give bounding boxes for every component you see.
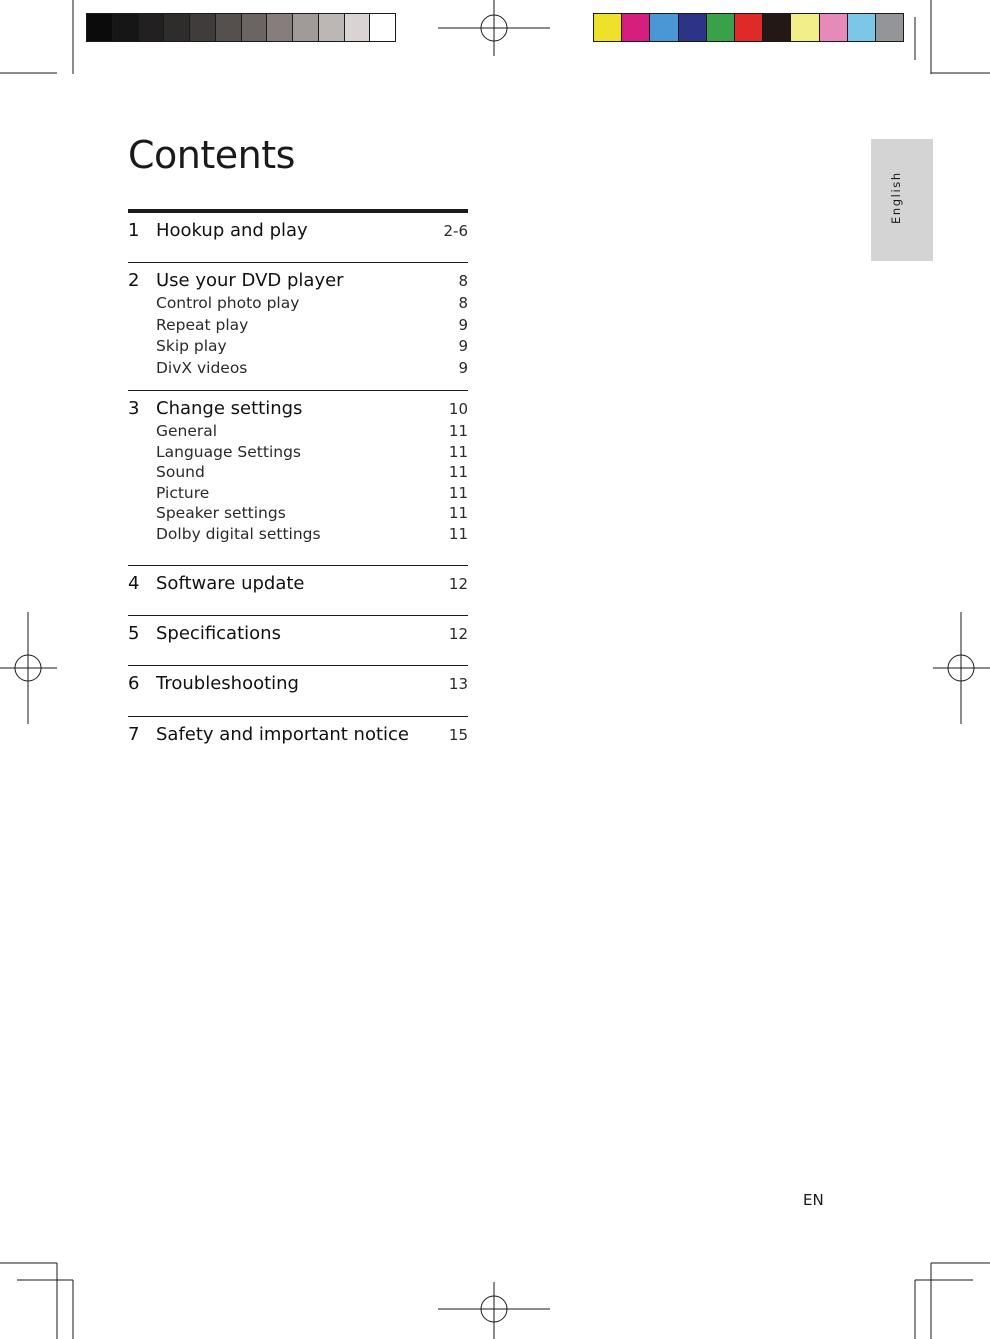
calibration-swatch [820, 14, 848, 41]
calibration-swatch [113, 14, 139, 41]
toc-chapter-row [128, 573, 468, 597]
toc-subitem-row [128, 504, 468, 525]
calibration-swatch [876, 14, 903, 41]
footer-language-code: EN [803, 1191, 824, 1209]
registration-target-left [0, 612, 57, 724]
calibration-swatch [622, 14, 650, 41]
page-number: 11 [448, 463, 468, 481]
subitem-title: Speaker settings [156, 504, 286, 522]
toc-section [128, 213, 468, 263]
page-title: Contents [128, 133, 295, 177]
chapter-number: 5 [128, 623, 140, 644]
calibration-swatch [319, 14, 345, 41]
toc-chapter-row [128, 724, 468, 748]
chapter-title: Safety and important notice [156, 724, 409, 745]
registration-target-top [438, 0, 550, 56]
toc-section [128, 566, 468, 616]
subitem-title: Dolby digital settings [156, 524, 321, 543]
calibration-swatch [735, 14, 763, 41]
page-number: 12 [448, 575, 468, 593]
calibration-swatch [848, 14, 876, 41]
page-number: 9 [458, 337, 468, 355]
toc-subitem-row [128, 359, 468, 381]
chapter-number: 2 [128, 270, 140, 291]
subitem-title: DivX videos [156, 358, 248, 377]
calibration-swatch [164, 14, 190, 41]
calibration-swatch [87, 14, 113, 41]
toc-chapter-row [128, 673, 468, 697]
calibration-swatch [679, 14, 707, 41]
chapter-number: 4 [128, 573, 140, 594]
chapter-title: Hookup and play [156, 220, 308, 241]
toc-section [128, 717, 468, 757]
page-number: 15 [448, 726, 468, 744]
grayscale-calibration-bar [86, 13, 396, 42]
toc-section [128, 616, 468, 666]
toc-section [128, 263, 468, 391]
page-number: 9 [458, 315, 468, 334]
page-number: 13 [448, 675, 468, 693]
color-calibration-bar [593, 13, 904, 42]
calibration-swatch [293, 14, 319, 41]
registration-target-right [933, 612, 990, 724]
calibration-swatch [267, 14, 293, 41]
chapter-title: Change settings [156, 398, 303, 419]
toc-chapter-row [128, 398, 468, 422]
toc-subitem-row [128, 484, 468, 505]
toc-subitem-row [128, 422, 468, 443]
calibration-swatch [139, 14, 165, 41]
chapter-number: 7 [128, 724, 140, 745]
calibration-swatch [650, 14, 678, 41]
page-number: 10 [448, 400, 468, 418]
page-number: 11 [448, 442, 468, 461]
toc-subitem-row [128, 316, 468, 338]
calibration-swatch [370, 14, 395, 41]
page-number: 11 [448, 483, 468, 502]
calibration-swatch [791, 14, 819, 41]
subitem-title: General [156, 422, 218, 440]
page-number: 8 [458, 272, 468, 290]
calibration-swatch [707, 14, 735, 41]
chapter-number: 1 [128, 220, 140, 241]
subitem-title: Control photo play [156, 294, 300, 312]
page-number: 9 [458, 358, 468, 377]
toc-section [128, 391, 468, 566]
chapter-title: Specifications [156, 623, 281, 644]
page-number: 11 [448, 422, 468, 440]
toc-chapter-row [128, 270, 468, 294]
toc-subitem-row [128, 443, 468, 464]
subitem-title: Repeat play [156, 315, 249, 334]
calibration-swatch [242, 14, 268, 41]
toc-subitem-row [128, 294, 468, 316]
toc-chapter-row [128, 623, 468, 647]
toc-subitem-row [128, 463, 468, 484]
chapter-number: 6 [128, 673, 140, 694]
toc-subitem-row [128, 337, 468, 359]
toc-chapter-row [128, 220, 468, 244]
subitem-title: Picture [156, 483, 210, 502]
calibration-swatch [216, 14, 242, 41]
page-number: 12 [448, 625, 468, 643]
page-number: 8 [458, 294, 468, 312]
calibration-swatch [345, 14, 371, 41]
toc-section [128, 666, 468, 717]
chapter-number: 3 [128, 398, 140, 419]
table-of-contents [128, 209, 468, 757]
calibration-swatch [190, 14, 216, 41]
calibration-swatch [763, 14, 791, 41]
chapter-title: Software update [156, 573, 305, 594]
chapter-title: Troubleshooting [156, 673, 299, 694]
toc-subitem-row [128, 525, 468, 546]
chapter-title: Use your DVD player [156, 270, 344, 291]
subitem-title: Language Settings [156, 442, 301, 461]
subitem-title: Skip play [156, 337, 227, 355]
page-number: 11 [448, 524, 468, 543]
page-number: 11 [448, 504, 468, 522]
language-tab-label: English [889, 171, 903, 224]
subitem-title: Sound [156, 463, 205, 481]
calibration-swatch [594, 14, 622, 41]
page-number: 2-6 [443, 222, 468, 240]
registration-target-bottom [438, 1282, 550, 1339]
